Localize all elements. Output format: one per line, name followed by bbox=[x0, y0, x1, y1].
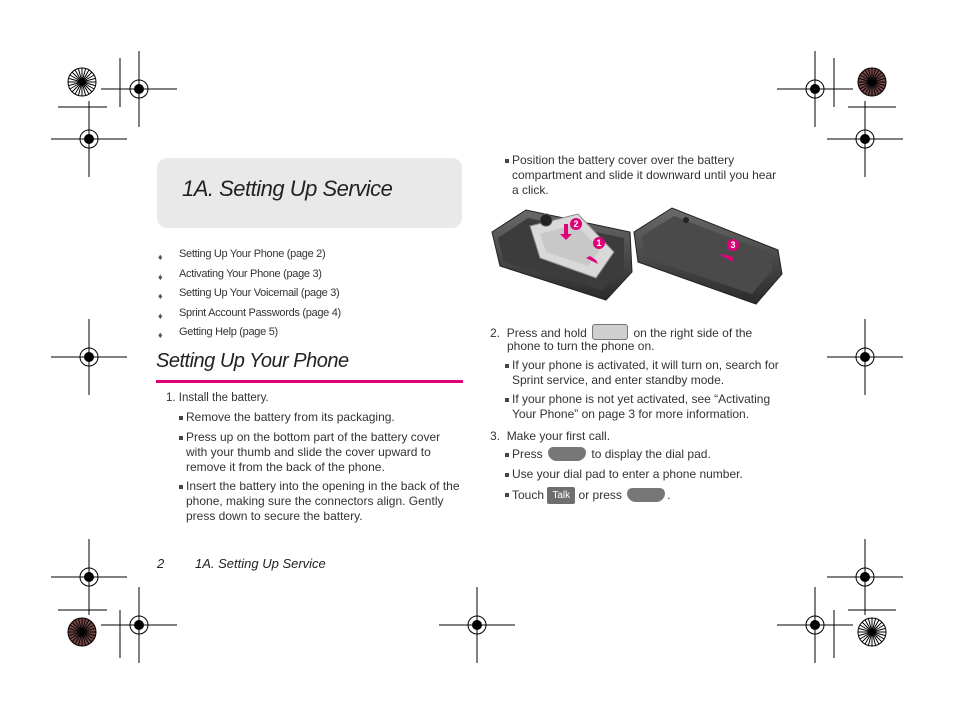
step-1-bullet: Remove the battery from its packaging. bbox=[186, 410, 461, 425]
step-3-bullet: Use your dial pad to enter a phone number. bbox=[512, 467, 743, 482]
square-bullet-icon bbox=[179, 416, 183, 420]
square-bullet-icon bbox=[505, 159, 509, 163]
talk-button: Talk bbox=[547, 487, 575, 504]
step-3-bullet: Press to display the dial pad. bbox=[512, 447, 711, 462]
toc-item[interactable]: ♦ Setting Up Your Voicemail (page 3) bbox=[157, 285, 467, 305]
square-bullet-icon bbox=[505, 364, 509, 368]
battery-install-illustration bbox=[486, 204, 786, 314]
diamond-bullet-icon: ♦ bbox=[158, 271, 163, 282]
callout-2: 2 bbox=[570, 218, 582, 230]
square-bullet-icon bbox=[505, 453, 509, 457]
square-bullet-icon bbox=[505, 493, 509, 497]
power-lock-key-icon bbox=[592, 324, 628, 340]
square-bullet-icon bbox=[505, 473, 509, 477]
chapter-toc bbox=[157, 246, 467, 344]
callout-3: 3 bbox=[727, 239, 739, 251]
page-number: 2 bbox=[157, 556, 165, 571]
step-1: 1. Install the battery. bbox=[166, 392, 269, 404]
talk-key-icon bbox=[548, 447, 586, 461]
square-bullet-icon bbox=[179, 436, 183, 440]
toc-item[interactable]: ♦ Sprint Account Passwords (page 4) bbox=[157, 305, 467, 325]
section-divider bbox=[156, 380, 463, 383]
step-2: 2. Press and hold on the right side of the bbox=[490, 326, 753, 340]
callout-1: 1 bbox=[593, 237, 605, 249]
talk-key-icon bbox=[627, 488, 665, 502]
square-bullet-icon bbox=[505, 398, 509, 402]
toc-item[interactable]: ♦ Getting Help (page 5) bbox=[157, 324, 467, 344]
toc-item[interactable]: ♦ Setting Up Your Phone (page 2) bbox=[157, 246, 467, 266]
step-2-line2: phone to turn the phone on. bbox=[507, 339, 655, 353]
running-footer: 1A. Setting Up Service bbox=[195, 556, 326, 571]
step-1-bullet: Insert the battery into the opening in the back of the phone, making sure the connectors align. Gently press down to secure the battery. bbox=[186, 479, 461, 524]
chapter-title: 1A. Setting Up Service bbox=[182, 176, 393, 201]
toc-item[interactable]: ♦ Activating Your Phone (page 3) bbox=[157, 266, 467, 286]
diamond-bullet-icon: ♦ bbox=[158, 252, 163, 262]
square-bullet-icon bbox=[179, 485, 183, 489]
step-2-bullet: If your phone is not yet activated, see “Activating Your Phone” on page 3 for more information. bbox=[512, 392, 792, 422]
step-3: 3. Make your first call. bbox=[490, 429, 611, 443]
battery-cover-bullet: Position the battery cover over the battery compartment and slide it downward until you hear a click. bbox=[512, 153, 782, 198]
step-1-bullet: Press up on the bottom part of the battery cover with your thumb and slide the cover upward to remove it from the back of the phone. bbox=[186, 430, 461, 475]
step-2-bullet: If your phone is activated, it will turn on, search for Sprint service, and enter standby mode. bbox=[512, 358, 792, 388]
diamond-bullet-icon: ♦ bbox=[158, 310, 163, 321]
diamond-bullet-icon: ♦ bbox=[158, 330, 163, 340]
section-heading: Setting Up Your Phone bbox=[156, 350, 349, 372]
step-3-bullet: Touch Talk or press . bbox=[512, 487, 671, 504]
diamond-bullet-icon: ♦ bbox=[158, 291, 163, 301]
